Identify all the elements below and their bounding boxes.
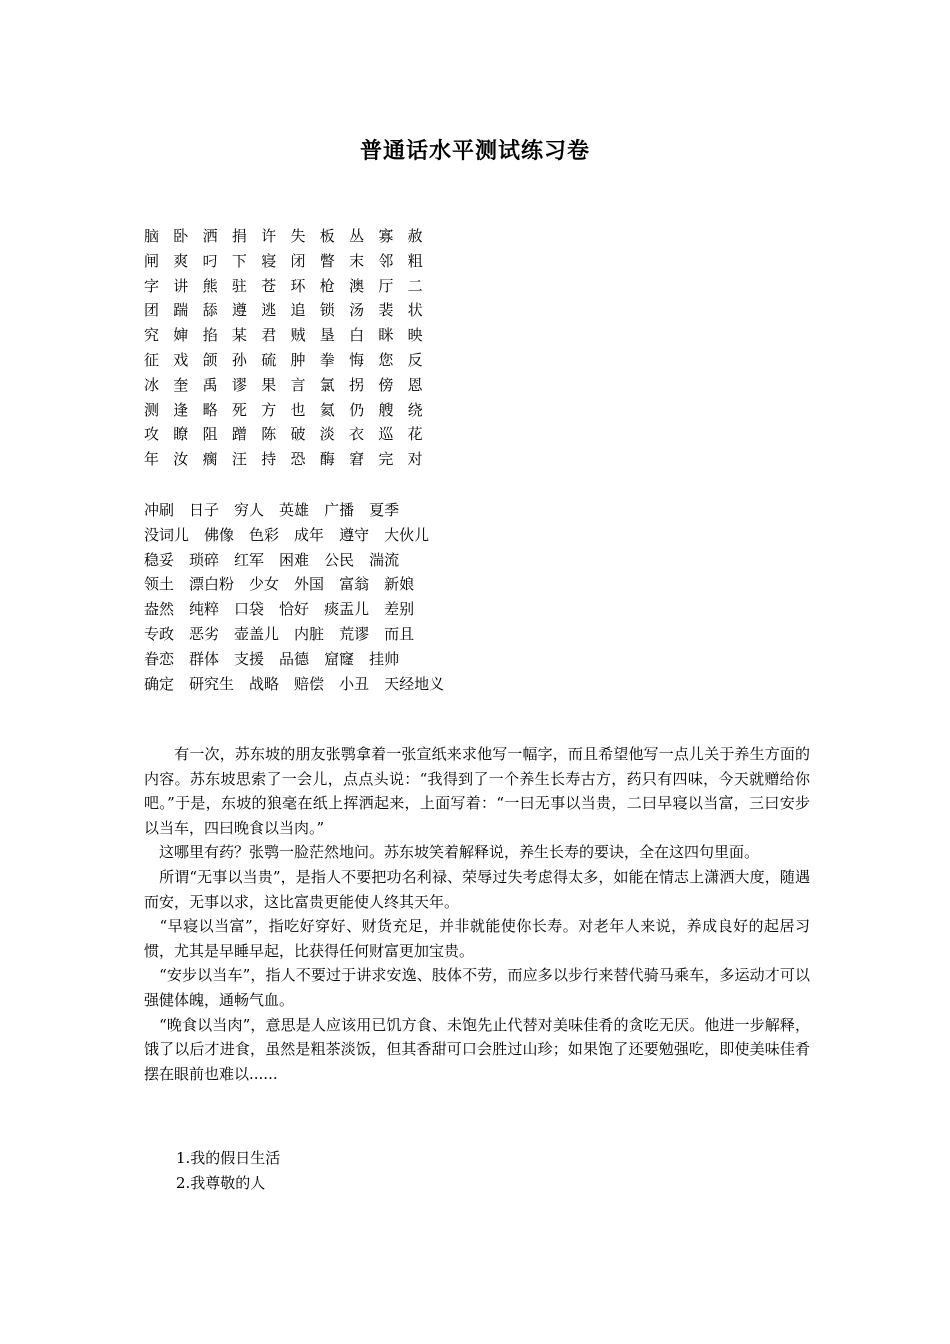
character-item: 卧 xyxy=(173,227,189,245)
character-item: 爽 xyxy=(173,251,189,270)
character-item: 持 xyxy=(261,450,277,469)
character-item: 裴 xyxy=(378,301,394,320)
character-item: 瞥 xyxy=(319,251,335,270)
character-item: 末 xyxy=(349,251,365,270)
word-row xyxy=(144,622,459,647)
character-item: 映 xyxy=(407,326,423,345)
word-item: 恰好 xyxy=(279,600,310,619)
word-item: 窟窿 xyxy=(324,649,355,668)
word-row xyxy=(144,597,459,622)
character-item: 悔 xyxy=(349,350,365,369)
character-item: 仍 xyxy=(349,400,365,419)
word-item: 痰盂儿 xyxy=(324,600,370,619)
character-item: 年 xyxy=(144,450,160,469)
character-item: 窘 xyxy=(349,450,365,469)
character-item: 禹 xyxy=(202,375,218,394)
character-item: 瘸 xyxy=(202,450,218,469)
character-item: 颌 xyxy=(202,350,218,369)
character-item: 锁 xyxy=(319,301,335,320)
character-item: 逃 xyxy=(261,301,277,320)
character-item: 舔 xyxy=(202,301,218,320)
character-row xyxy=(144,274,437,299)
word-item: 群体 xyxy=(189,649,220,668)
character-item: 破 xyxy=(290,425,306,444)
character-item: 团 xyxy=(144,301,160,320)
word-item: 遵守 xyxy=(339,525,370,544)
word-item: 公民 xyxy=(324,550,355,569)
character-item: 肿 xyxy=(290,350,306,369)
character-item: 叼 xyxy=(202,251,218,270)
character-item: 眯 xyxy=(378,326,394,345)
word-item: 天经地义 xyxy=(384,674,445,693)
character-item: 贼 xyxy=(290,326,306,345)
character-grid xyxy=(144,224,437,472)
character-item: 完 xyxy=(378,450,394,469)
character-row xyxy=(144,224,437,249)
character-item: 丛 xyxy=(349,227,365,245)
character-item: 傍 xyxy=(378,375,394,394)
character-item: 略 xyxy=(202,400,218,419)
word-item: 色彩 xyxy=(249,525,280,544)
character-item: 蹭 xyxy=(231,425,247,444)
character-row xyxy=(144,447,437,472)
word-item: 口袋 xyxy=(234,600,265,619)
character-item: 奎 xyxy=(173,375,189,394)
word-item: 琐碎 xyxy=(189,550,220,569)
character-item: 捐 xyxy=(231,227,247,245)
word-row xyxy=(144,498,459,523)
character-item: 闭 xyxy=(290,251,306,270)
character-item: 究 xyxy=(144,326,160,345)
word-item: 壶盖儿 xyxy=(234,624,280,643)
character-item: 汝 xyxy=(173,450,189,469)
character-item: 状 xyxy=(407,301,423,320)
word-item: 专政 xyxy=(144,624,175,643)
word-item: 没词儿 xyxy=(144,525,190,544)
character-item: 酶 xyxy=(319,450,335,469)
character-item: 征 xyxy=(144,350,160,369)
word-item: 广播 xyxy=(324,501,355,519)
word-item: 英雄 xyxy=(279,501,310,519)
character-item: 冰 xyxy=(144,375,160,394)
passage-paragraph: “早寝以当富”，指吃好穿好、财货充足，并非就能使你长寿。对老年人来说，养成良好的起居习惯，尤其是早睡早起，比获得任何财富更加宝贵。 xyxy=(144,917,810,960)
character-item: 艘 xyxy=(378,400,394,419)
word-item: 穷人 xyxy=(234,501,265,519)
word-row xyxy=(144,523,459,548)
character-item: 枪 xyxy=(319,276,335,295)
character-item: 瞭 xyxy=(173,425,189,444)
passage-paragraph: 这哪里有药？张鹗一脸茫然地问。苏东坡笑着解释说，养生长寿的要诀，全在这四句里面。 xyxy=(144,843,760,862)
character-item: 汪 xyxy=(231,450,247,469)
character-item: 踹 xyxy=(173,301,189,320)
character-item: 环 xyxy=(290,276,306,295)
passage-paragraph: “晚食以当肉”，意思是人应该用已饥方食、未饱先止代替对美味佳肴的贪吃无厌。他进一步解释，饿了以后才进食，虽然是粗茶淡饭，但其香甜可口会胜过山珍；如果饱了还要勉强吃，即使美味佳肴摆在眼前也难以...... xyxy=(144,1015,810,1083)
word-item: 日子 xyxy=(189,501,220,519)
word-item: 纯粹 xyxy=(189,600,220,619)
word-item: 漂白粉 xyxy=(189,575,235,594)
word-item: 冲刷 xyxy=(144,501,175,519)
word-item: 研究生 xyxy=(189,674,235,693)
character-item: 对 xyxy=(407,450,423,469)
word-row xyxy=(144,647,459,672)
character-item: 掐 xyxy=(202,326,218,345)
character-item: 追 xyxy=(290,301,306,320)
character-item: 脑 xyxy=(144,227,160,245)
character-row xyxy=(144,348,437,373)
character-item: 苍 xyxy=(261,276,277,295)
character-row xyxy=(144,249,437,274)
character-item: 遵 xyxy=(231,301,247,320)
word-list xyxy=(144,498,459,696)
word-item: 而且 xyxy=(384,624,415,643)
character-item: 绕 xyxy=(407,400,423,419)
character-item: 许 xyxy=(261,227,277,245)
character-item: 阻 xyxy=(202,425,218,444)
character-item: 谬 xyxy=(231,375,247,394)
character-item: 赦 xyxy=(407,227,423,245)
word-item: 差别 xyxy=(384,600,415,619)
word-item: 品德 xyxy=(279,649,310,668)
word-item: 成年 xyxy=(294,525,325,544)
character-item: 戏 xyxy=(173,350,189,369)
character-item: 失 xyxy=(290,227,306,245)
word-item: 佛像 xyxy=(204,525,235,544)
character-item: 花 xyxy=(407,425,423,444)
character-item: 攻 xyxy=(144,425,160,444)
word-item: 眷恋 xyxy=(144,649,175,668)
word-item: 外国 xyxy=(294,575,325,594)
character-item: 果 xyxy=(261,375,277,394)
character-item: 方 xyxy=(261,400,277,419)
character-item: 淡 xyxy=(319,425,335,444)
character-item: 闸 xyxy=(144,251,160,270)
character-item: 垦 xyxy=(319,326,335,345)
word-item: 困难 xyxy=(279,550,310,569)
character-item: 测 xyxy=(144,400,160,419)
character-item: 拐 xyxy=(349,375,365,394)
character-item: 巡 xyxy=(378,425,394,444)
character-item: 逢 xyxy=(173,400,189,419)
word-item: 红军 xyxy=(234,550,265,569)
character-item: 下 xyxy=(231,251,247,270)
character-item: 拳 xyxy=(319,350,335,369)
word-item: 新娘 xyxy=(384,575,415,594)
character-item: 孙 xyxy=(231,350,247,369)
character-item: 氦 xyxy=(319,400,335,419)
character-item: 粗 xyxy=(407,251,423,270)
word-item: 大伙儿 xyxy=(384,525,430,544)
character-item: 陈 xyxy=(261,425,277,444)
word-item: 恶劣 xyxy=(189,624,220,643)
character-item: 白 xyxy=(349,326,365,345)
word-item: 小丑 xyxy=(339,674,370,693)
topic-item: 2.我尊敬的人 xyxy=(176,1174,266,1192)
word-item: 富翁 xyxy=(339,575,370,594)
character-row xyxy=(144,323,437,348)
word-item: 少女 xyxy=(249,575,280,594)
character-item: 邻 xyxy=(378,251,394,270)
character-item: 厅 xyxy=(378,276,394,295)
word-item: 盎然 xyxy=(144,600,175,619)
character-item: 某 xyxy=(231,326,247,345)
speaking-topics xyxy=(176,1146,280,1196)
character-item: 反 xyxy=(407,350,423,369)
passage-paragraph: “安步以当车”，指人不要过于讲求安逸、肢体不劳，而应多以步行来替代骑马乘车，多运动才可以强健体魄，通畅气血。 xyxy=(144,966,810,1009)
word-item: 内脏 xyxy=(294,624,325,643)
word-item: 赔偿 xyxy=(294,674,325,693)
passage-paragraph: 所谓“无事以当贵”，是指人不要把功名利禄、荣辱过失考虑得太多，如能在情志上潇洒大度，随遇而安，无事以求，这比富贵更能使人终其天年。 xyxy=(144,867,810,911)
character-item: 死 xyxy=(231,400,247,419)
character-item: 恐 xyxy=(290,450,306,469)
word-item: 支援 xyxy=(234,649,265,668)
word-item: 夏季 xyxy=(369,501,400,519)
character-row xyxy=(144,422,437,447)
character-item: 板 xyxy=(319,227,335,245)
word-row xyxy=(144,572,459,597)
reading-passage xyxy=(144,742,810,1086)
character-item: 硫 xyxy=(261,350,277,369)
character-item: 衣 xyxy=(349,425,365,444)
character-item: 氯 xyxy=(319,375,335,394)
character-item: 洒 xyxy=(202,227,218,245)
character-item: 君 xyxy=(261,326,277,345)
passage-paragraph: 有一次，苏东坡的朋友张鹗拿着一张宣纸来求他写一幅字，而且希望他写一点儿关于养生方面的内容。苏东坡思索了一会儿，点点头说：“我得到了一个养生长寿古方，药只有四味，今天就赠给你吧。”于是，东坡的狼毫在纸上挥洒起来，上面写着：“一曰无事以当贵，二曰早寝以当富，三曰安步以当车，四曰晚食以当肉。” xyxy=(144,745,810,837)
character-item: 恩 xyxy=(407,375,423,394)
word-item: 挂帅 xyxy=(369,649,400,668)
character-item: 字 xyxy=(144,276,160,295)
word-item: 荒谬 xyxy=(339,624,370,643)
word-item: 战略 xyxy=(249,674,280,693)
character-item: 婶 xyxy=(173,326,189,345)
character-row xyxy=(144,398,437,423)
character-item: 澳 xyxy=(349,276,365,295)
word-row xyxy=(144,672,459,697)
character-item: 寡 xyxy=(378,227,394,245)
character-item: 二 xyxy=(407,276,423,295)
word-item: 确定 xyxy=(144,674,175,693)
page-title: 普通话水平测试练习卷 xyxy=(359,139,590,164)
character-item: 言 xyxy=(290,375,306,394)
word-item: 领土 xyxy=(144,575,175,594)
character-item: 熊 xyxy=(202,276,218,295)
character-item: 寝 xyxy=(261,251,277,270)
character-item: 驻 xyxy=(231,276,247,295)
word-item: 湍流 xyxy=(369,550,400,569)
character-item: 讲 xyxy=(173,276,189,295)
word-item: 稳妥 xyxy=(144,550,175,569)
character-row xyxy=(144,373,437,398)
topic-item: 1.我的假日生活 xyxy=(176,1149,281,1167)
character-row xyxy=(144,298,437,323)
character-item: 也 xyxy=(290,400,306,419)
character-item: 您 xyxy=(378,350,394,369)
character-item: 汤 xyxy=(349,301,365,320)
word-row xyxy=(144,548,459,573)
